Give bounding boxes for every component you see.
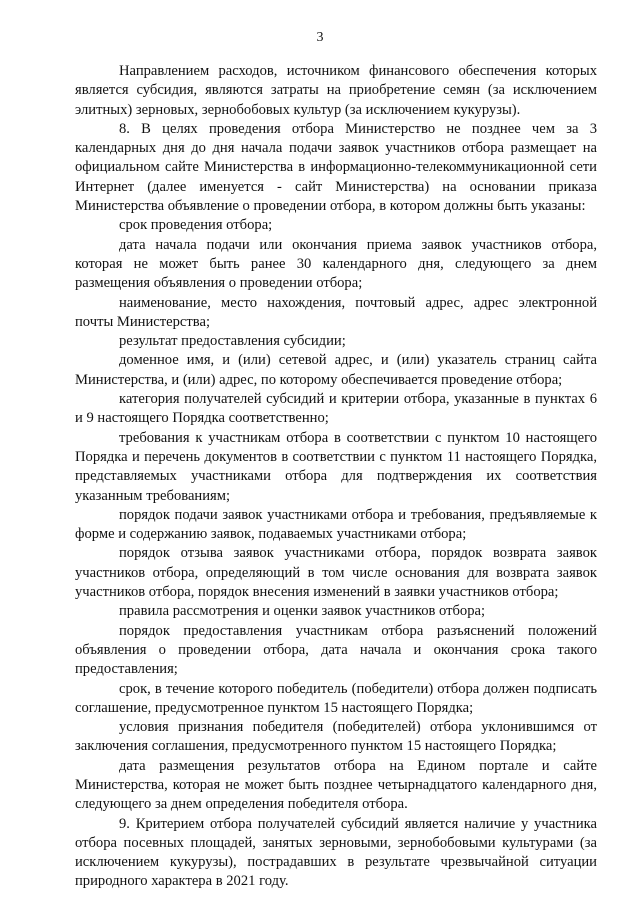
paragraph: условия признания победителя (победителей) отбора уклонившимся от заключения соглашения, предусмотренного пунктом 15 настоящего Порядка; (75, 719, 597, 755)
paragraph: дата размещения результатов отбора на Едином портале и сайте Министерства, которая не может быть позднее четырнадцатого календарного дня, следующего за днем определения победителя отбора. (75, 757, 597, 813)
paragraph: Направлением расходов, источником финансового обеспечения которых является субсидия, являются затраты на приобретение семян (за исключением элитных) зерновых, зернобобовых культур (за исключением кукурузы). (75, 63, 597, 118)
page-number: 3 (316, 30, 324, 45)
paragraph: результат предоставления субсидии; (119, 333, 346, 350)
paragraph: категория получателей субсидий и критерии отбора, указанные в пунктах 6 и 9 настоящего Порядка соответственно; (75, 391, 597, 427)
paragraph: дата начала подачи или окончания приема заявок участников отбора, которая не может быть ранее 30 календарного дня, следующего за днем размещения объявления о проведении отбора; (75, 236, 597, 292)
paragraph: наименование, место нахождения, почтовый адрес, адрес электронной почты Министерства; (75, 294, 597, 330)
paragraph: 8. В целях проведения отбора Министерство не позднее чем за 3 календарных дня до дня начала подачи заявок участников отбора размещает на официальном сайте Министерства в информационно-телекоммуникационной сети Интернет (далее именуется - сайт Министерства) на основании приказа Министерства объявление о проведении отбора, в котором должны быть указаны: (75, 120, 597, 215)
paragraph: срок, в течение которого победитель (победители) отбора должен подписать соглашение, предусмотренное пунктом 15 настоящего Порядка; (75, 680, 597, 716)
paragraph: порядок отзыва заявок участниками отбора, порядок возврата заявок участников отбора, определяющий в том числе основания для возврата заявок участников отбора, порядок внесения изменений в заявки участников отбора; (75, 545, 597, 601)
paragraph: правила рассмотрения и оценки заявок участников отбора; (119, 603, 486, 620)
paragraph: доменное имя, и (или) сетевой адрес, и (или) указатель страниц сайта Министерства, и (или) адрес, по которому обеспечивается проведение отбора; (75, 352, 597, 388)
paragraph: порядок предоставления участникам отбора разъяснений положений объявления о проведении отбора, дата начала и окончания срока такого предоставления; (75, 622, 597, 678)
document-body (75, 62, 597, 892)
paragraph: требования к участникам отбора в соответствии с пунктом 10 настоящего Порядка и перечень документов в соответствии с пунктом 11 настоящего Порядка, представляемых участниками отбора для подтверждения их соответствия указанным требованиям; (75, 429, 597, 504)
paragraph: 9. Критерием отбора получателей субсидий является наличие у участника отбора посевных площадей, занятых зерновыми, зернобобовыми культурами (за исключением кукурузы), пострадавших в результате чрезвычайной ситуации природного характера в 2021 году. (75, 815, 597, 890)
paragraph: срок проведения отбора; (119, 217, 273, 234)
paragraph: порядок подачи заявок участниками отбора и требования, предъявляемые к форме и содержанию заявок, подаваемых участниками отбора; (75, 506, 597, 543)
